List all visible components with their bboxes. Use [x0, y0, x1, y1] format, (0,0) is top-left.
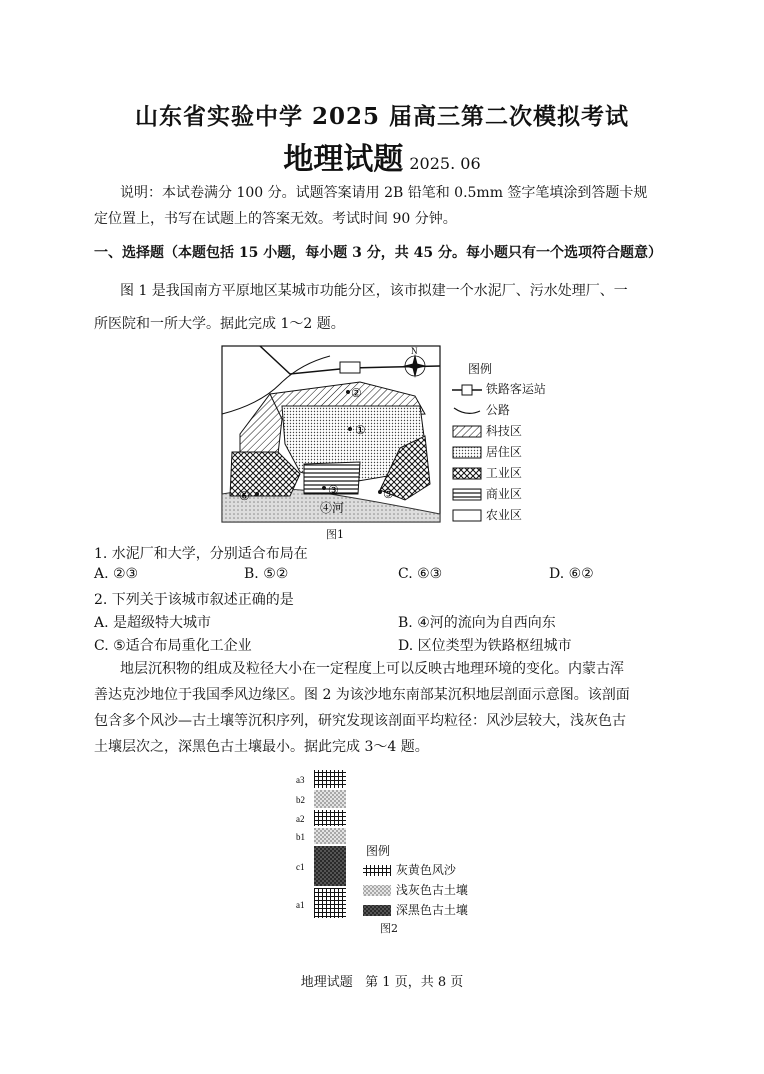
- label-a3: a3: [296, 775, 305, 785]
- exam-title: 山东省实验中学 2025 届高三第二次模拟考试: [134, 103, 630, 130]
- legend-light-paleosol-label: 浅灰色古土壤: [395, 883, 468, 897]
- light-paleosol-swatch: [362, 884, 392, 897]
- intro1-line-2: 所医院和一所大学。据此完成 1～2 题。: [94, 316, 345, 332]
- instructions-line-2: 定位置上，书写在试题上的答案无效。考试时间 90 分钟。: [94, 211, 457, 227]
- dark-paleosol-swatch: [362, 904, 392, 917]
- legend-industrial-label: 工业区: [485, 466, 522, 480]
- industrial-zone-swatch: [452, 467, 482, 480]
- legend-commercial-label: 商业区: [485, 487, 522, 501]
- legend-road-label: 公路: [485, 403, 510, 417]
- intro2-line-2: 善达克沙地位于我国季风边缘区。图 2 为该沙地东南部某沉积地层剖面示意图。该剖面: [94, 687, 630, 703]
- intro2-line-1: 地层沉积物的组成及粒径大小在一定程度上可以反映古地理环境的变化。内蒙古浑: [120, 661, 624, 677]
- legend-tech: [452, 422, 522, 439]
- section-heading: 一、选择题（本题包括 15 小题，每小题 3 分，共 45 分。每小题只有一个选项符合题意）: [94, 245, 662, 261]
- marker-1: ①: [355, 423, 366, 437]
- q2-stem: 2. 下列关于该城市叙述正确的是: [94, 592, 294, 608]
- road-icon: [452, 405, 482, 417]
- railway-station: [340, 362, 360, 373]
- layer-a3: [314, 770, 346, 788]
- legend-aeolian-sand-label: 灰黄色风沙: [395, 863, 456, 877]
- agricultural-zone-swatch: [452, 509, 482, 522]
- q2-option-c: C. ⑤适合布局重化工企业: [94, 638, 252, 654]
- label-c1: c1: [296, 862, 305, 872]
- river-label: ④河: [320, 501, 345, 515]
- legend-railway-label: 铁路客运站: [485, 382, 546, 396]
- q1-stem: 1. 水泥厂和大学，分别适合布局在: [94, 546, 308, 562]
- exam-date: 2025. 06: [409, 154, 481, 173]
- figure2-caption: 图2: [380, 922, 398, 935]
- figure2-legend-title: 图例: [366, 844, 391, 858]
- legend-dark-paleosol: [362, 901, 468, 918]
- legend-aeolian-sand: [362, 861, 456, 878]
- layer-a2: [314, 810, 346, 826]
- q1-option-d: D. ⑥②: [549, 566, 594, 582]
- figure1-caption: 图1: [326, 528, 344, 541]
- legend-road: [452, 401, 510, 418]
- label-b2: b2: [296, 795, 305, 805]
- label-b1: b1: [296, 832, 305, 842]
- layer-b1: [314, 828, 346, 844]
- layer-b2: [314, 790, 346, 808]
- page-footer: 地理试题 第 1 页，共 8 页: [300, 975, 464, 990]
- legend-commercial: [452, 485, 522, 502]
- tech-zone-swatch: [452, 425, 482, 438]
- label-a1: a1: [296, 900, 305, 910]
- marker-2: ②: [351, 386, 362, 400]
- marker-6: ⑥: [239, 489, 250, 503]
- exam-subject: [0, 134, 764, 178]
- legend-tech-label: 科技区: [485, 424, 522, 438]
- legend-residential: [452, 443, 522, 460]
- q1-option-a: A. ②③: [94, 566, 139, 582]
- q2-option-d: D. 区位类型为铁路枢纽城市: [398, 638, 572, 654]
- legend-dark-paleosol-label: 深黑色古土壤: [395, 903, 468, 917]
- figure2-column: [290, 768, 360, 920]
- q1-option-c: C. ⑥③: [398, 566, 443, 582]
- q2-option-a: A. 是超级特大城市: [94, 615, 212, 631]
- marker-3: ③: [328, 483, 339, 497]
- intro2-line-3: 包含多个风沙—古土壤等沉积序列，研究发现该剖面平均粒径：风沙层较大，浅灰色古: [94, 713, 626, 729]
- figure1-legend-title: 图例: [468, 362, 493, 376]
- aeolian-sand-swatch: [362, 864, 392, 877]
- residential-zone-swatch: [452, 446, 482, 459]
- intro2-line-4: 土壤层次之，深黑色古土壤最小。据此完成 3～4 题。: [94, 739, 429, 755]
- instructions-line-1: 说明：本试卷满分 100 分。试题答案请用 2B 铅笔和 0.5mm 签字笔填涂到答题卡规: [120, 185, 648, 201]
- commercial-zone-swatch: [452, 488, 482, 501]
- railway-station-icon: [452, 384, 482, 396]
- layer-c1: [314, 846, 346, 886]
- figure1-map: [220, 344, 442, 524]
- layer-a1: [314, 888, 346, 918]
- legend-agricultural: [452, 506, 522, 523]
- q1-option-b: B. ⑤②: [244, 566, 289, 582]
- label-a2: a2: [296, 814, 305, 824]
- legend-residential-label: 居住区: [485, 445, 522, 459]
- legend-agricultural-label: 农业区: [485, 508, 522, 522]
- legend-railway: [452, 380, 546, 397]
- legend-industrial: [452, 464, 522, 481]
- north-label: N: [411, 346, 418, 356]
- q2-option-b: B. ④河的流向为自西向东: [398, 615, 556, 631]
- marker-5: ⑤: [383, 487, 394, 501]
- subject-name: 地理试题: [283, 142, 404, 177]
- legend-light-paleosol: [362, 881, 468, 898]
- intro1-line-1: 图 1 是我国南方平原地区某城市功能分区，该市拟建一个水泥厂、污水处理厂、一: [120, 283, 628, 299]
